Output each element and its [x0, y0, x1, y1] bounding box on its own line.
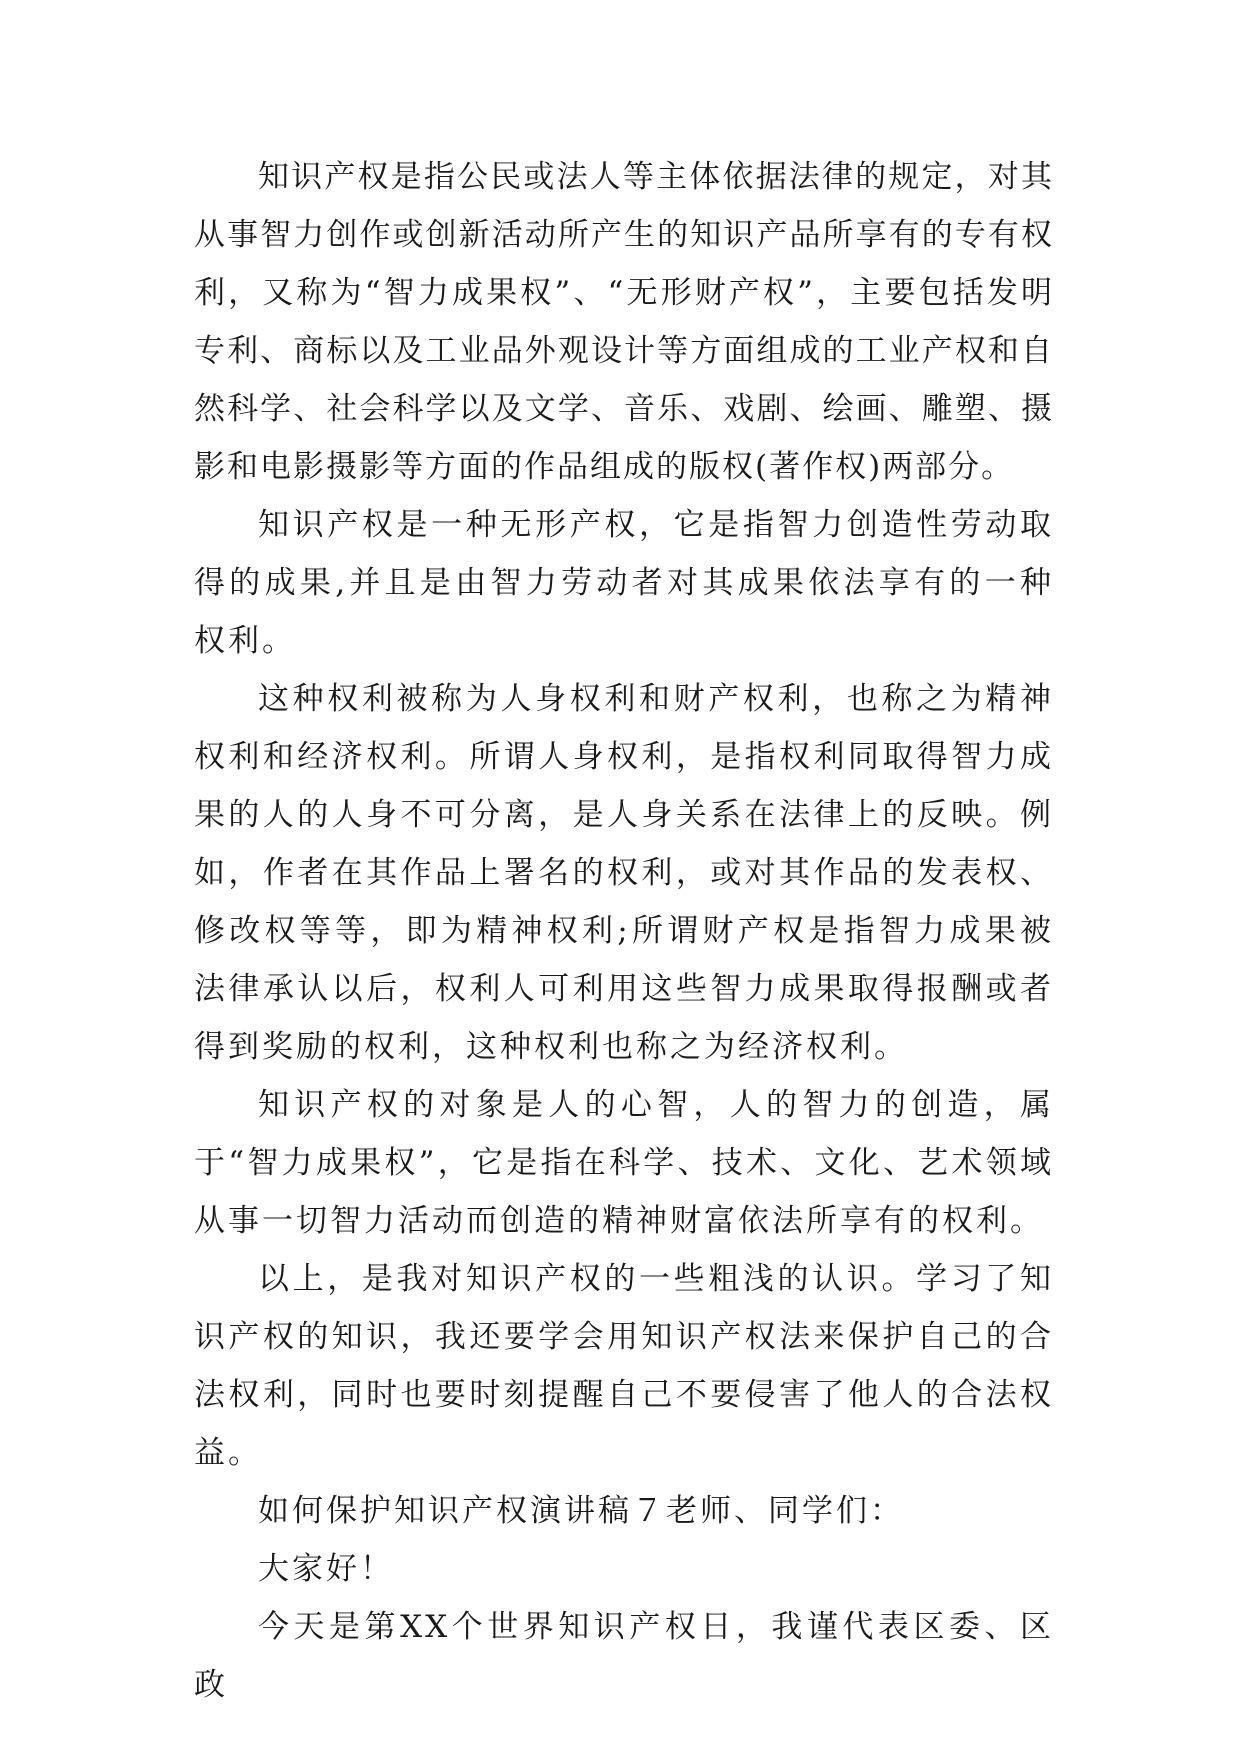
speech-opening: 今天是第XX个世界知识产权日，我谨代表区委、区政: [194, 1609, 1054, 1703]
document-body: [194, 148, 1054, 1714]
paragraph-personal-and-property-rights: 这种权利被称为人身权利和财产权利，也称之为精神权利和经济权利。所谓人身权利，是指权利同取得智力成果的人的人身不可分离，是人身关系在法律上的反映。例如，作者在其作品上署名的权利，或对其作品的发表权、修改权等等，即为精神权利;所谓财产权是指智力成果被法律承认以后，权利人可利用这些智力成果取得报酬或者得到奖励的权利，这种权利也称之为经济权利。: [194, 681, 1054, 1065]
paragraph-ip-definition: 知识产权是指公民或法人等主体依据法律的规定，对其从事智力创作或创新活动所产生的知识产品所享有的专有权利，又称为“智力成果权”、“无形财产权”，主要包括发明专利、商标以及工业品外观设计等方面组成的工业产权和自然科学、社会科学以及文学、音乐、戏剧、绘画、雕塑、摄影和电影摄影等方面的作品组成的版权(著作权)两部分。: [194, 159, 1054, 485]
speech-title-line: 如何保护知识产权演讲稿７老师、同学们：: [258, 1493, 904, 1529]
paragraph-intangible-property: 知识产权是一种无形产权，它是指智力创造性劳动取得的成果,并且是由智力劳动者对其成果依法享有的一种权利。: [194, 507, 1054, 659]
speech-greeting: 大家好！: [258, 1551, 394, 1587]
paragraph-conclusion: 以上，是我对知识产权的一些粗浅的认识。学习了知识产权的知识，我还要学会用知识产权法来保护自己的合法权利，同时也要时刻提醒自己不要侵害了他人的合法权益。: [194, 1261, 1054, 1471]
paragraph-ip-object: 知识产权的对象是人的心智，人的智力的创造，属于“智力成果权”，它是指在科学、技术、文化、艺术领域从事一切智力活动而创造的精神财富依法所享有的权利。: [194, 1087, 1054, 1239]
